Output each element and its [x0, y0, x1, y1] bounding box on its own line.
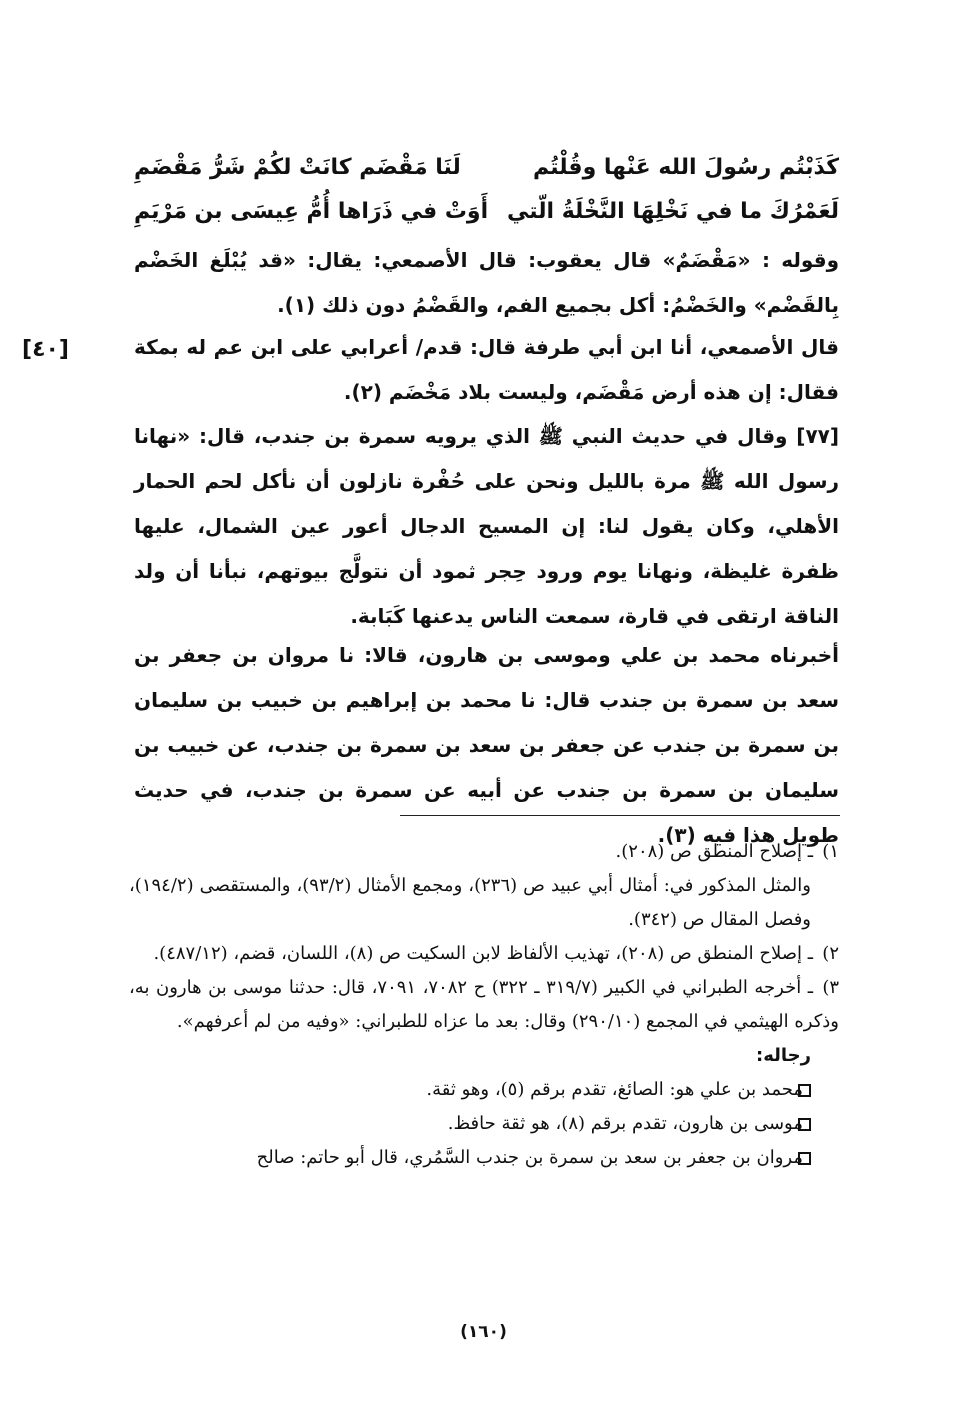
rijal-heading: رجاله:	[756, 1045, 811, 1066]
checkbox-square-icon	[798, 1152, 811, 1165]
footnote-number: ١)	[822, 841, 839, 862]
footnote-1	[129, 835, 839, 869]
poem-verse	[134, 155, 839, 195]
footnote-number: ٢)	[822, 943, 839, 964]
verse-first-hemistich: لَعَمْرُكَ ما في نَخْلِهَا النَّخْلَةُ الّتي	[507, 199, 839, 224]
rijal-item: موسى بن هارون، تقدم برقم (٨)، هو ثقة حافظ.	[129, 1107, 839, 1141]
checkbox-square-icon	[798, 1118, 811, 1131]
checkbox-square-icon	[798, 1084, 811, 1097]
body-paragraph: وقوله : «مَقْضَمٌ» قال يعقوب: قال الأصمعي: يقال: «قد يُبْلَغ الخَضْم بِالقَضْم» والخَضْمُ: أكل بجميع الفم، والقَضْمُ دون ذلك (١).	[134, 248, 839, 317]
rijal-item: مروان بن جعفر بن سعد بن سمرة بن جندب السَّمُري، قال أبو حاتم: صالح	[129, 1141, 839, 1175]
footnote-text: ـ إصلاح المنطق ص (٢٠٨).	[615, 841, 813, 862]
rijal-item: محمد بن علي هو: الصائغ، تقدم برقم (٥)، وهو ثقة.	[129, 1073, 839, 1107]
body-paragraph: أخبرناه محمد بن علي وموسى بن هارون، قالا: نا مروان بن جعفر بن سعد بن سمرة بن جندب قال: نا محمد بن إبراهيم بن خبيب بن سليمان بن سمرة بن جندب عن جعفر بن سعد بن سمرة بن جندب، عن خبيب بن سليمان بن سمرة بن جندب عن أبيه عن سمرة بن جندب، في حديث طويل هذا فيه (٣).	[134, 643, 839, 847]
footnote-number: ٣)	[822, 977, 840, 998]
verse-first-hemistich: كَذَبْتُم رسُولَ الله عَنْها وقُلْتُم	[532, 155, 839, 180]
footnotes	[129, 835, 839, 1175]
footnote-3	[129, 971, 839, 1039]
verse-second-hemistich: أَوَتْ في ذَرَاها أُمُّ عِيسَى بن مَرْيَمِ	[134, 199, 489, 224]
poem-verse	[134, 199, 839, 239]
footnote-2	[129, 937, 839, 971]
page-number: (١٦٠)	[460, 1322, 507, 1342]
body-paragraph: قال الأصمعي، أنا ابن أبي طرفة قال: قدم/ أعرابي على ابن عم له بمكة فقال: إن هذه أرض مَقْضَم، وليست بلاد مَخْضَم (٢).	[134, 335, 839, 404]
footnote-separator	[400, 815, 840, 816]
footnote-1-continuation: والمثل المذكور في: أمثال أبي عبيد ص (٢٣٦)، ومجمع الأمثال (٩٣/٢)، والمستقصى (١٩٤/٢)، وفصل المقال ص (٣٤٢).	[129, 875, 811, 930]
footnote-text: ـ أخرجه الطبراني في الكبير (٣١٩/٧ ـ ٣٢٢) ح ٧٠٨٢، ٧٠٩١، قال: حدثنا موسى بن هارون به، وذكره الهيثمي في المجمع (٢٩٠/١٠) وقال: بعد ما عزاه للطبراني: «وفيه من لم أعرفهم».	[129, 977, 839, 1032]
footnote-text: ـ إصلاح المنطق ص (٢٠٨)، تهذيب الألفاظ لابن السكيت ص (٨)، اللسان، قضم، (٤٨٧/١٢).	[153, 943, 813, 964]
body-paragraph: [٧٧] وقال في حديث النبي ﷺ الذي يرويه سمرة بن جندب، قال: «نهانا رسول الله ﷺ مرة بالليل ونحن على حُفْرة نازلون أن نأكل لحم الحمار الأهلي، وكان يقول لنا: إن المسيح الدجال أعور عين الشمال، عليها ظفرة غليظة، ونهانا يوم ورود حِجر ثمود أن نتولَّج بيوتهم، نبأنا أن ولد الناقة ارتقى في قارة، سمعت الناس يدعنها كَبَابة.	[134, 424, 839, 628]
verse-second-hemistich: لَنَا مَقْضَم كانَتْ لكُمْ شَرُّ مَقْضَمِ	[134, 155, 461, 180]
margin-page-reference: [٤٠]	[22, 337, 69, 362]
